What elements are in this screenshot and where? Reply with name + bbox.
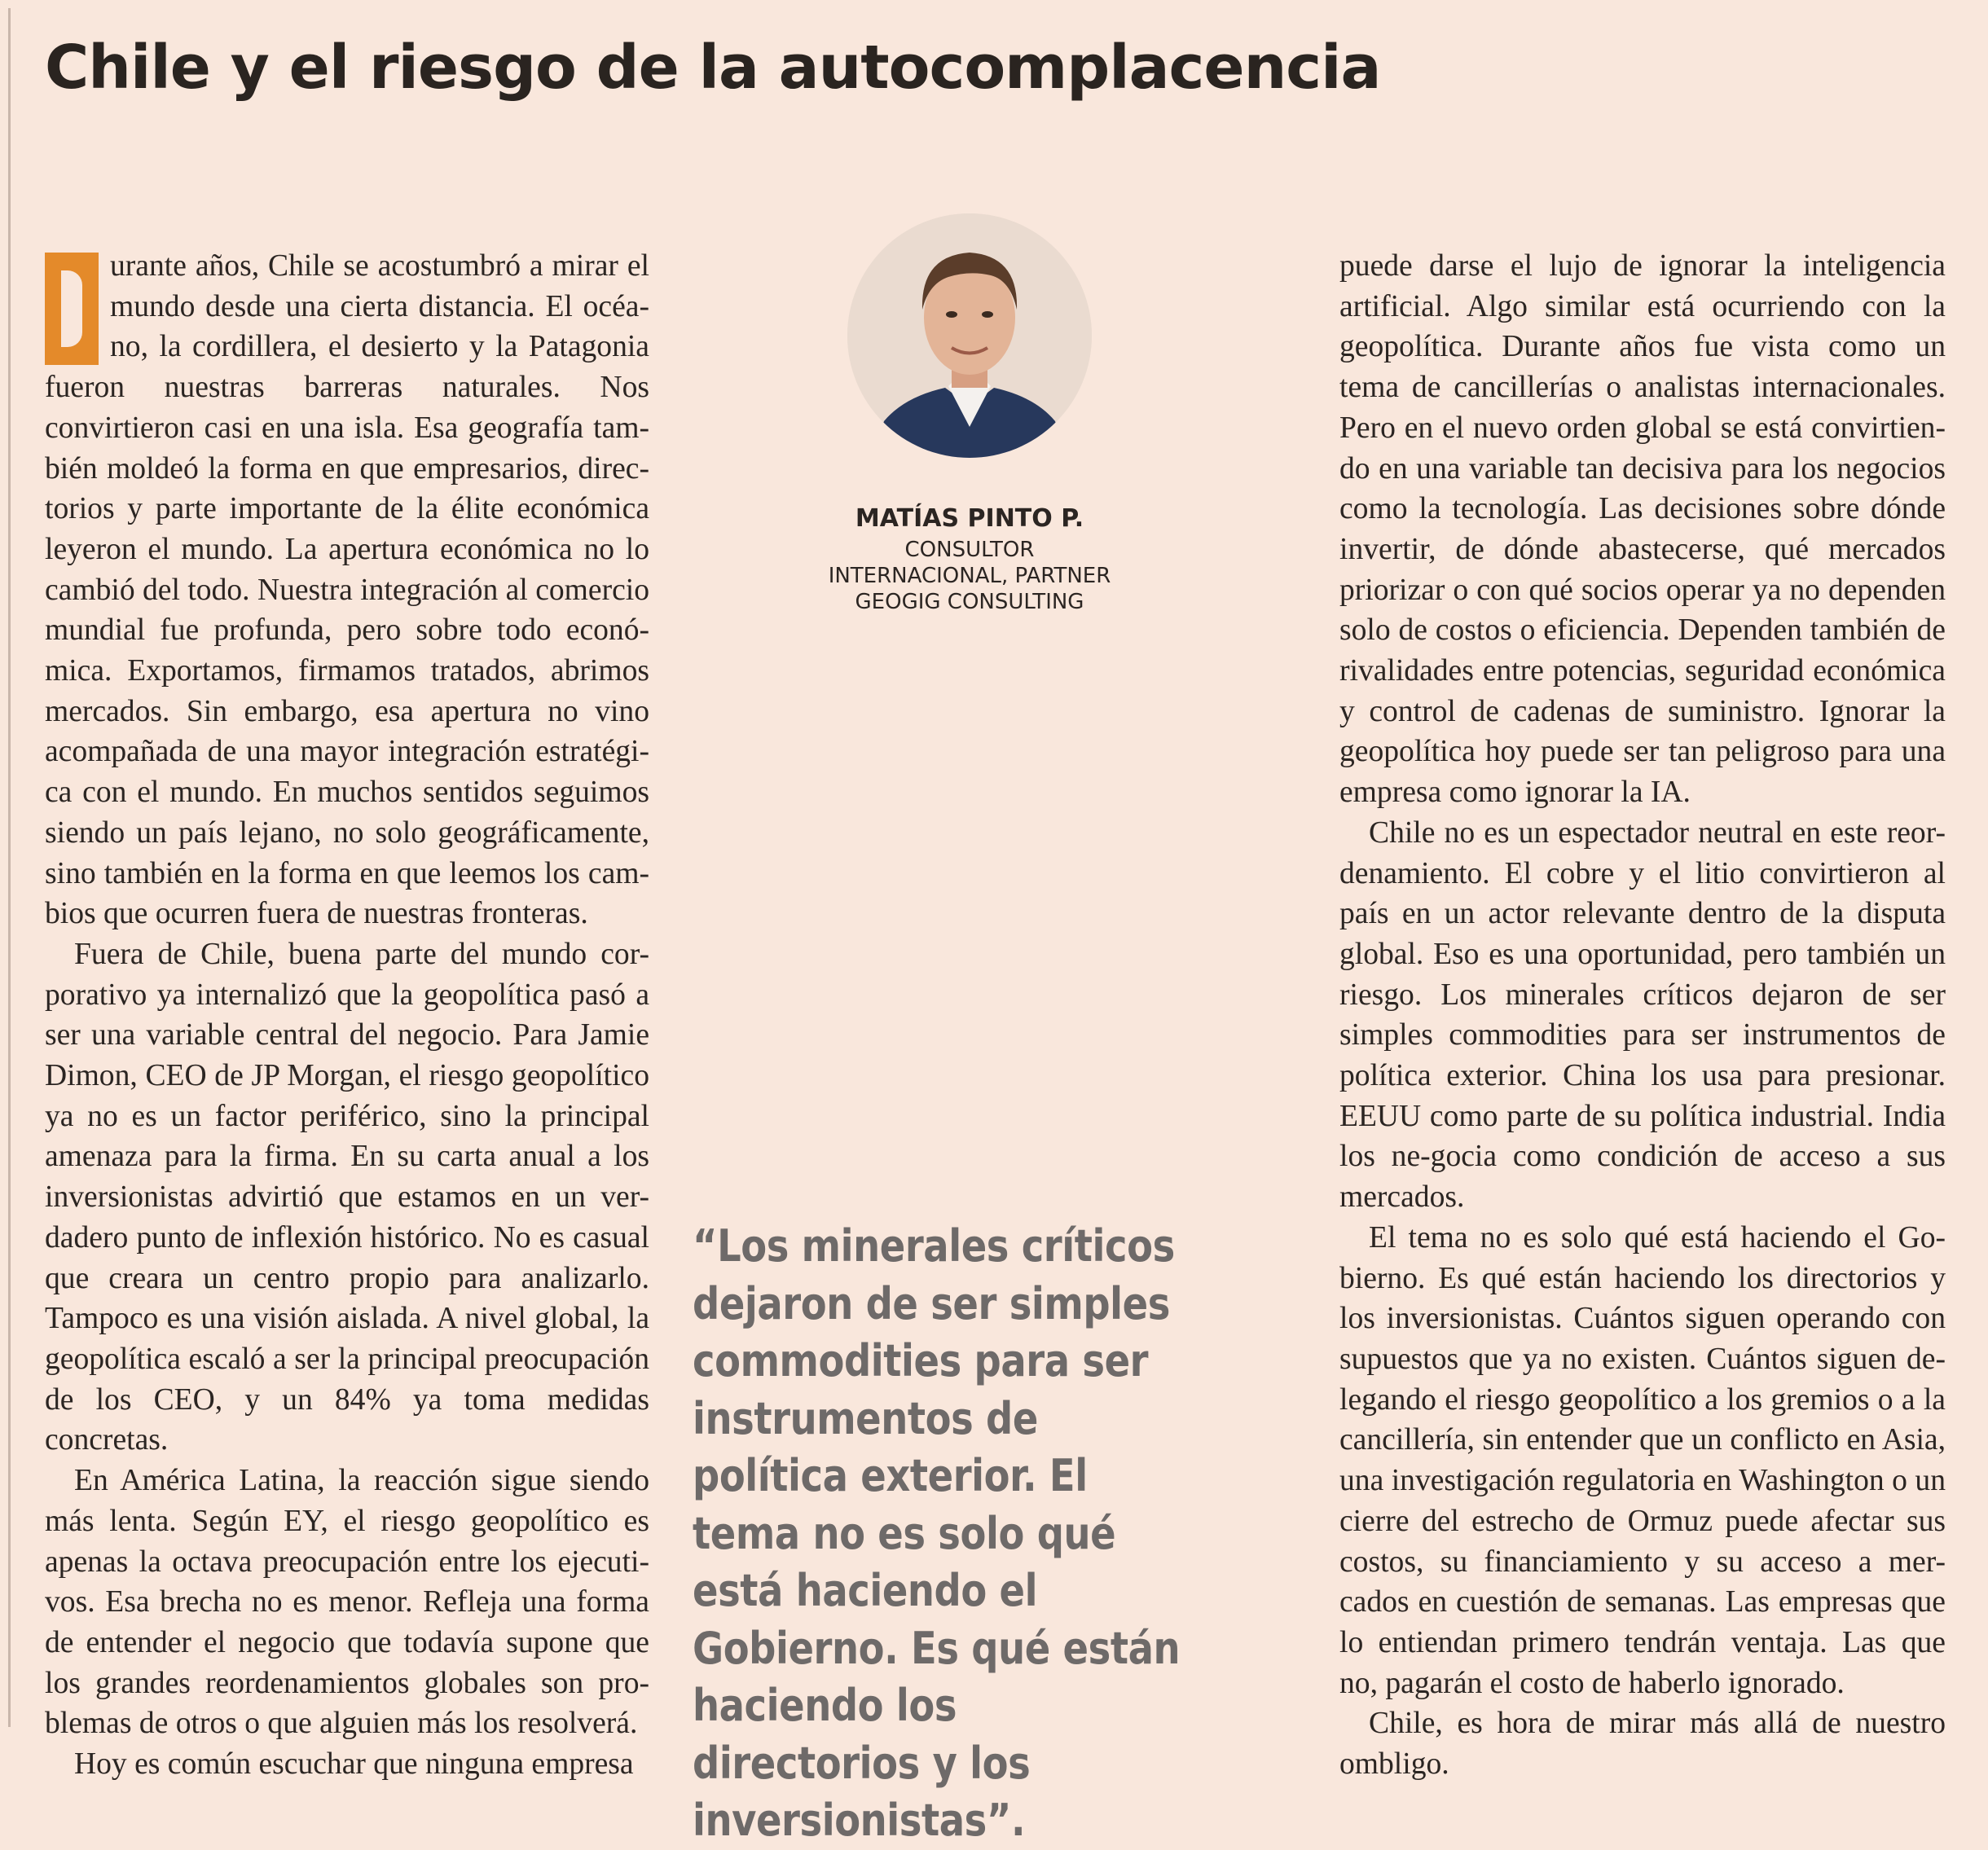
author-photo-icon — [847, 213, 1092, 458]
paragraph: En América Latina, la reacción sigue siendo más lenta. Según EY, el riesgo geopolítico es apenas la octava preocupación entre los ejecuti-vos. Esa brecha no es menor. Refleja una forma de entender el negocio que todavía supone que los grandes reordenamientos globales son pro-blemas de otros o que alguien más los resolverá. — [45, 1464, 649, 1741]
author-role-line: INTERNACIONAL, PARTNER — [828, 564, 1111, 588]
author-role-line: GEOGIG CONSULTING — [855, 590, 1084, 614]
paragraph: Chile, es hora de mirar más allá de nuestro ombligo. — [1339, 1707, 1946, 1782]
pull-quote: “Los minerales críticos dejaron de ser simples commodities para ser instrumentos de política exterior. El tema no es solo qué está haciendo el Gobierno. Es qué están haciendo los directorios y los inversionistas”. — [693, 1220, 1181, 1846]
author-name: MATÍAS PINTO P. — [855, 504, 1084, 533]
paragraph: El tema no es solo qué está haciendo el Go-bierno. Es qué están haciendo los directorios y los inversionistas. Cuántos siguen operando con supuestos que ya no existen. Cuántos siguen de-legando el riesgo geopolítico a los gremios o a la cancillería, sin entender que un conflicto en Asia, una investigación regulatoria en Washington o un cierre del estrecho de Ormuz puede afectar sus costos, su financiamiento y su acceso a mer-cados en cuestión de semanas. Las empresas que lo entiendan primero tendrán ventaja. Las que no, pagarán el costo de haberlo ignorado. — [1339, 1220, 1946, 1700]
headline: Chile y el riesgo de la autocomplacencia — [45, 33, 1381, 103]
author-portrait — [847, 213, 1092, 458]
paragraph: Fuera de Chile, buena parte del mundo cor-porativo ya internalizó que la geopolítica pasó a ser una variable central del negocio. Para Jamie Dimon, CEO de JP Morgan, el riesgo geopolítico ya no es un factor periférico, sino la principal amenaza para la firma. En su carta anual a los inversionistas advirtió que estamos en un ver-dadero punto de inflexión histórico. No es casual que creara un centro propio para analizarlo. Tampoco es una visión aislada. A nivel global, la geopolítica escaló a ser la principal preocupación de los CEO, y un 84% ya toma medidas concretas. — [45, 937, 649, 1457]
article-column-3 — [1339, 246, 1946, 1785]
dropcap — [45, 253, 99, 365]
left-column-rule — [8, 8, 11, 1727]
author-box — [766, 501, 1173, 615]
article-column-1 — [45, 246, 649, 1785]
paragraph: urante años, Chile se acostumbró a mirar el mundo desde una cierta distancia. El océa-no, la cordillera, el desierto y la Patagonia fueron nuestras barreras naturales. Nos convirtieron casi en una isla. Esa geografía tam-bién moldeó la forma en que empresarios, direc-torios y parte importante de la élite económica leyeron el mundo. La apertura económica no lo cambió del todo. Nuestra integración al comercio mundial fue profunda, pero sobre todo econó-mica. Exportamos, firmamos tratados, abrimos mercados. Sin embargo, esa apertura no vino acompañada de una mayor integración estratégi-ca con el mundo. En muchos sentidos seguimos siendo un país lejano, no solo geográficamente, sino también en la forma en que leemos los cam-bios que ocurren fuera de nuestras fronteras. — [45, 249, 649, 931]
author-role-line: CONSULTOR — [904, 538, 1035, 562]
paragraph: Hoy es común escuchar que ninguna empresa — [74, 1747, 634, 1782]
paragraph: puede darse el lujo de ignorar la inteligencia artificial. Algo similar está ocurriendo con la geopolítica. Durante años fue vista como un tema de cancillerías o analistas internacionales. Pero en el nuevo orden global se está convirtien-do en una variable tan decisiva para los negocios como la tecnología. Las decisiones sobre dónde invertir, de dónde abastecerse, qué mercados priorizar o con qué socios operar ya no dependen solo de costos o eficiencia. Dependen también de rivalidades entre potencias, seguridad económica y control de cadenas de suministro. Ignorar la geopolítica hoy puede ser tan peligroso para una empresa como ignorar la IA. — [1339, 249, 1946, 810]
paragraph: Chile no es un espectador neutral en este reor-denamiento. El cobre y el litio convirtieron al país en un actor relevante dentro de la disputa global. Eso es una oportunidad, pero también un riesgo. Los minerales críticos dejaron de ser simples commodities para ser instrumentos de política exterior. China los usa para presionar. EEUU como parte de su política industrial. India los ne-gocia como condición de acceso a sus mercados. — [1339, 815, 1946, 1215]
